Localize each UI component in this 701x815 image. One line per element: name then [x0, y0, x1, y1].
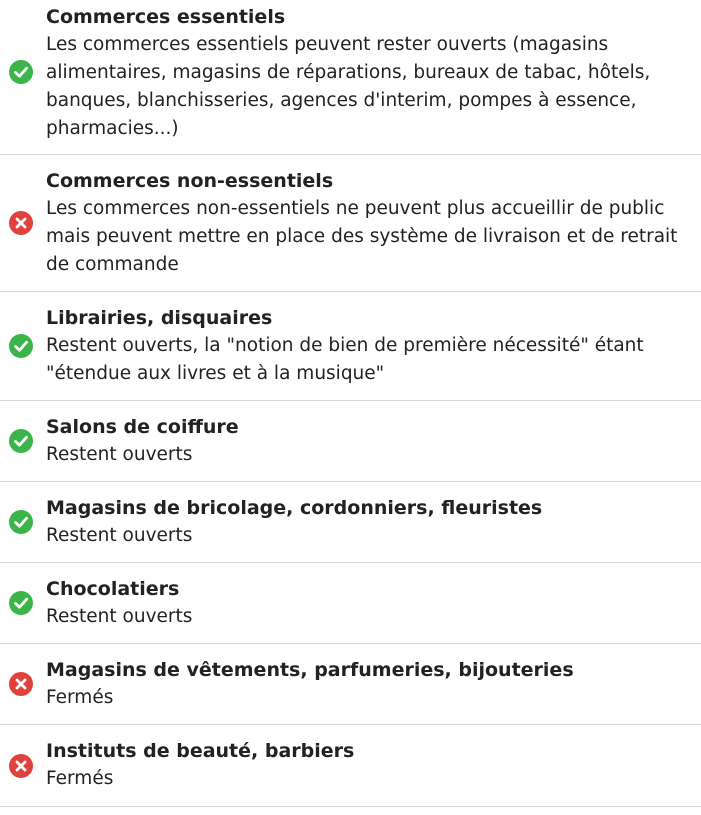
item-description: Restent ouverts: [46, 444, 193, 465]
x-circle-icon: [9, 754, 33, 778]
item-title: Magasins de vêtements, parfumeries, bijouteries: [46, 659, 574, 681]
x-circle-icon: [9, 211, 33, 235]
item-title: Librairies, disquaires: [46, 307, 273, 329]
item-description: Les commerces essentiels peuvent rester ouverts (magasins alimentaires, magasins de réparations, bureaux de tabac, hôtels, banques, blanchisseries, agences d'interim, pompes à essence, pharmacies...): [46, 34, 651, 139]
item-description: Fermés: [46, 687, 114, 708]
item-title: Commerces essentiels: [46, 6, 286, 28]
list-item: [0, 482, 701, 563]
item-description: Les commerces non-essentiels ne peuvent plus accueillir de public mais peuvent mettre en place des système de livraison et de retrait de commande: [46, 198, 678, 275]
list-item: [0, 155, 701, 292]
item-title: Chocolatiers: [46, 578, 180, 600]
item-title: Commerces non-essentiels: [46, 170, 334, 192]
item-title: Instituts de beauté, barbiers: [46, 740, 355, 762]
check-circle-icon: [9, 510, 33, 534]
item-description: Restent ouverts, la "notion de bien de première nécessité" étant "étendue aux livres et à la musique": [46, 335, 644, 384]
check-circle-icon: [9, 429, 33, 453]
check-circle-icon: [9, 60, 33, 84]
item-description: Restent ouverts: [46, 606, 193, 627]
item-description: Fermés: [46, 768, 114, 789]
list-item: [0, 725, 701, 807]
list-item: [0, 0, 701, 155]
item-description: Restent ouverts: [46, 525, 193, 546]
list-item: [0, 644, 701, 725]
item-title: Salons de coiffure: [46, 416, 239, 438]
x-circle-icon: [9, 672, 33, 696]
item-title: Magasins de bricolage, cordonniers, fleuristes: [46, 497, 543, 519]
check-circle-icon: [9, 334, 33, 358]
check-circle-icon: [9, 591, 33, 615]
list-item: [0, 563, 701, 644]
list-item: [0, 292, 701, 401]
list-item: [0, 401, 701, 482]
